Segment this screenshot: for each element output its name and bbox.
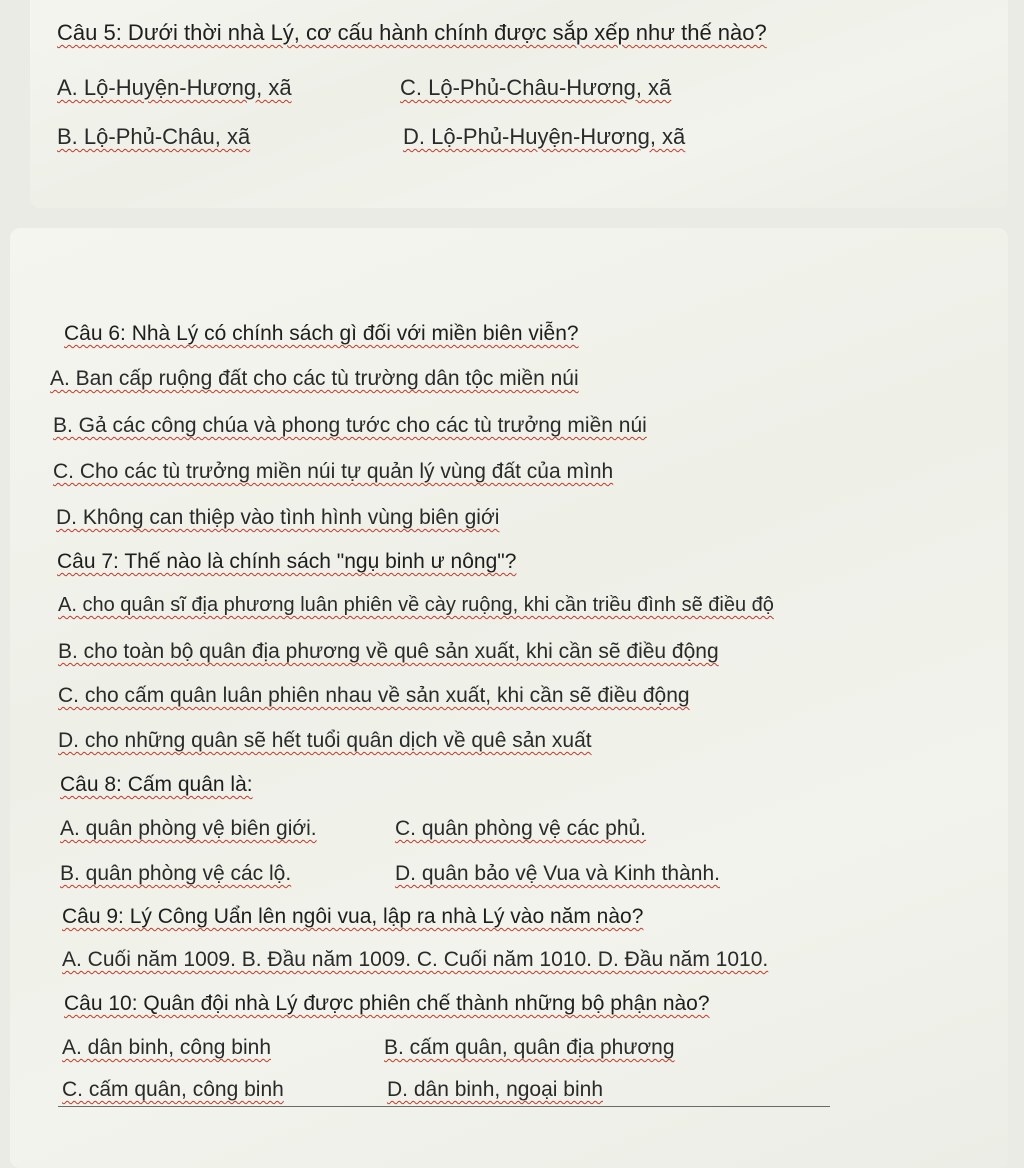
q5-option-a[interactable]: A. Lộ-Huyện-Hương, xã: [57, 75, 292, 100]
q5-option-c[interactable]: C. Lộ-Phủ-Châu-Hương, xã: [400, 75, 672, 100]
q10-option-b[interactable]: B. cấm quân, quân địa phương: [384, 1036, 675, 1059]
q5-option-b[interactable]: B. Lộ-Phủ-Châu, xã: [57, 124, 251, 149]
q10-option-c[interactable]: C. cấm quân, công binh: [62, 1078, 284, 1101]
q10-question: Câu 10: Quân đội nhà Lý được phiên chế thành những bộ phận nào?: [64, 992, 710, 1015]
q8-option-c[interactable]: C. quân phòng vệ các phủ.: [395, 817, 647, 840]
q6-option-c[interactable]: C. Cho các tù trưởng miền núi tự quản lý vùng đất của mình: [53, 460, 614, 483]
q7-option-c[interactable]: C. cho cấm quân luân phiên nhau về sản xuất, khi cần sẽ điều động: [58, 684, 690, 707]
q7-option-b[interactable]: B. cho toàn bộ quân địa phương về quê sản xuất, khi cần sẽ điều động: [58, 640, 719, 663]
q6-option-b[interactable]: B. Gả các công chúa và phong tước cho các tù trưởng miền núi: [53, 414, 647, 437]
q6-option-d[interactable]: D. Không can thiệp vào tình hình vùng biên giới: [56, 506, 500, 529]
q7-option-d[interactable]: D. cho những quân sẽ hết tuổi quân dịch về quê sản xuất: [58, 729, 592, 752]
q8-question: Câu 8: Cấm quân là:: [60, 773, 253, 796]
q7-option-a[interactable]: A. cho quân sĩ địa phương luân phiên về cày ruộng, khi cần triều đình sẽ điều độ: [58, 594, 774, 616]
q9-question: Câu 9: Lý Công Uẩn lên ngôi vua, lập ra nhà Lý vào năm nào?: [62, 905, 644, 928]
q6-question: Câu 6: Nhà Lý có chính sách gì đối với miền biên viễn?: [64, 322, 579, 345]
q5-question: Câu 5: Dưới thời nhà Lý, cơ cấu hành chính được sắp xếp như thế nào?: [57, 20, 767, 45]
q8-option-a[interactable]: A. quân phòng vệ biên giới.: [60, 817, 317, 840]
q6-option-a[interactable]: A. Ban cấp ruộng đất cho các tù trường dân tộc miền núi: [50, 367, 579, 390]
bottom-divider: [58, 1106, 830, 1107]
q8-option-b[interactable]: B. quân phòng vệ các lộ.: [60, 862, 292, 885]
q10-option-d[interactable]: D. dân binh, ngoại binh: [387, 1078, 603, 1101]
q5-option-d[interactable]: D. Lộ-Phủ-Huyện-Hương, xã: [403, 124, 686, 149]
q8-option-d[interactable]: D. quân bảo vệ Vua và Kinh thành.: [395, 862, 720, 885]
q10-option-a[interactable]: A. dân binh, công binh: [62, 1036, 271, 1059]
q7-question: Câu 7: Thế nào là chính sách "ngụ binh ư nông"?: [57, 550, 517, 573]
q9-options[interactable]: A. Cuối năm 1009. B. Đầu năm 1009. C. Cuối năm 1010. D. Đầu năm 1010.: [62, 948, 769, 971]
